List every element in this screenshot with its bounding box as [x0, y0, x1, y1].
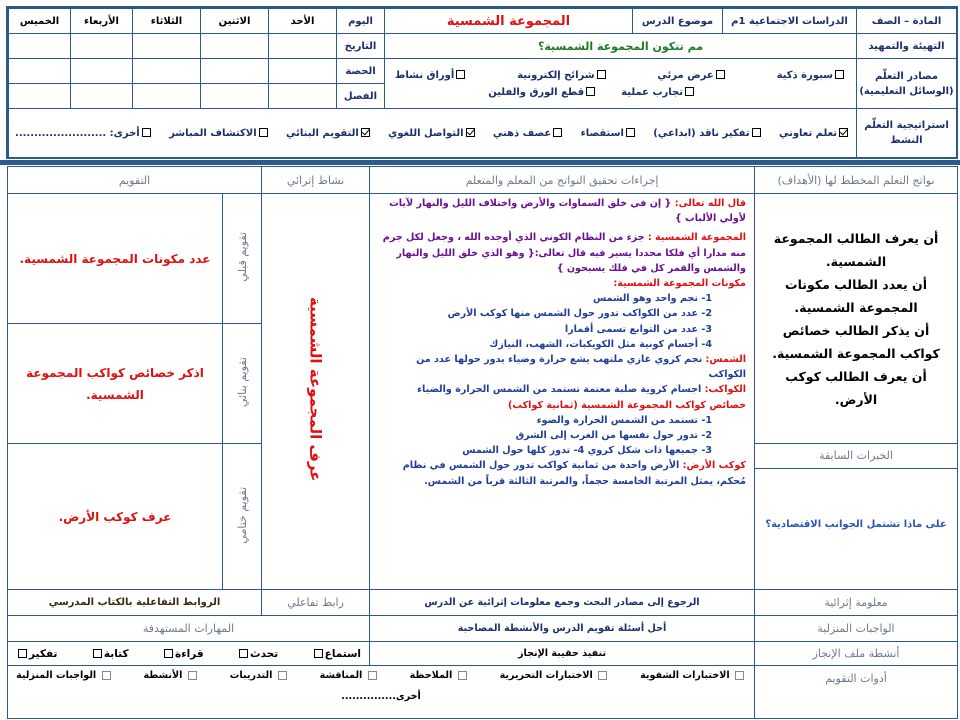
subject-value: الدراسات الاجتماعية 1م	[723, 9, 857, 34]
objective-item: أن يعرف الطالب كوكب الأرض.	[785, 368, 927, 407]
properties-heading: خصائص كواكب المجموعة الشمسية (ثمانية كواكب)	[508, 399, 747, 411]
strategies-cell	[9, 109, 857, 158]
subject-label: المادة – الصف	[857, 9, 957, 34]
assess-type-pre: تقويم قبلي	[223, 194, 262, 324]
tool-item[interactable]: الواجبات المنزلية	[16, 670, 113, 681]
period-cell-wed[interactable]	[71, 59, 133, 84]
enrichment-activity: عرف المجموعة الشمسية	[262, 194, 370, 590]
skill-item[interactable]: قراءة	[162, 648, 204, 660]
period-cell-mon[interactable]	[201, 59, 269, 84]
class-cell-tue[interactable]	[133, 84, 201, 109]
period-label: الحصة	[337, 59, 385, 84]
assess-type-final: تقويم ختامي	[223, 444, 262, 590]
checkbox-icon[interactable]	[239, 649, 248, 658]
day-header-mon: الاثنين	[201, 9, 269, 34]
prior-experience-label: الخبرات السابقة	[755, 444, 957, 469]
assessment-tools-cell	[8, 666, 755, 719]
date-cell-sun[interactable]	[269, 34, 337, 59]
checkbox-icon[interactable]	[259, 128, 268, 137]
col-header-enrichment: نشاط إثرائي	[262, 167, 370, 194]
checkbox-icon[interactable]	[278, 671, 287, 680]
sources-cell	[385, 59, 857, 109]
topic-label: موضوع الدرس	[633, 9, 723, 34]
header-table	[8, 8, 957, 158]
list-item: 2- تدور حول نفسها من الغرب إلى الشرق	[515, 430, 713, 442]
planets-paragraph: الكواكب: اجسام كروية صلبة معتمة تستمد من الشمس الحرارة والضياء	[417, 384, 747, 396]
assess-item-pre: عدد مكونات المجموعة الشمسية.	[8, 194, 223, 324]
date-cell-wed[interactable]	[71, 34, 133, 59]
checkbox-icon[interactable]	[626, 128, 635, 137]
tools-other[interactable]: أخرى...............	[341, 691, 421, 702]
class-cell-wed[interactable]	[71, 84, 133, 109]
checkbox-icon[interactable]	[188, 671, 197, 680]
sources-row-2	[395, 87, 846, 98]
list-item: 3- عدد من التوابع تسمى أقمارا	[564, 323, 713, 335]
homework-value: أحل أسئلة تقويم الدرس والأنشطة المصاحبة	[370, 616, 755, 642]
objective-item: أن يذكر الطالب خصائص كواكب المجموعة الشمسية.	[772, 322, 940, 361]
main-table	[7, 166, 958, 719]
col-header-objectives: نواتج التعلم المخطط لها (الأهداف)	[755, 167, 958, 194]
checkbox-icon[interactable]	[142, 128, 151, 137]
strategies-label: استراتيجية التعلّم النشط	[857, 109, 957, 158]
intro-label: التهيئة والتمهيد	[857, 34, 957, 59]
list-item: 1- تستمد من الشمس الحرارة والضوء	[536, 414, 713, 426]
topic-value: المجموعة الشمسية	[385, 9, 633, 34]
checkbox-icon[interactable]	[586, 87, 595, 96]
date-cell-tue[interactable]	[133, 34, 201, 59]
checkbox-icon[interactable]	[456, 70, 465, 79]
earth-paragraph: كوكب الأرض: الأرض واحدة من ثمانية كواكب تدور حول الشمس في نظام مُحكم، يمثل المرتبة الخامسة حجماً، والمرتبة الثالثة قرباً من الشمس.	[402, 460, 747, 487]
date-cell-thu[interactable]	[9, 34, 71, 59]
class-label: الفصل	[337, 84, 385, 109]
tool-item[interactable]: الاختبارات التحريرية	[500, 670, 610, 681]
list-item: 2- عدد من الكواكب تدور حول الشمس منها كوكب الأرض	[447, 308, 713, 320]
checkbox-icon[interactable]	[553, 128, 562, 137]
checkbox-icon[interactable]	[93, 649, 102, 658]
objectives-cell	[755, 194, 958, 444]
assess-item-final: عرف كوكب الأرض.	[8, 444, 223, 590]
interactive-link-label: رابط تفاعلي	[262, 590, 370, 616]
period-cell-thu[interactable]	[9, 59, 71, 84]
sources-label: مصادر التعلّم (الوسائل التعليمية)	[857, 59, 957, 109]
checkbox-icon[interactable]	[835, 70, 844, 79]
checkbox-checked-icon[interactable]	[361, 128, 370, 137]
checkbox-icon[interactable]	[164, 649, 173, 658]
interactive-link-value[interactable]: الروابط التفاعلية بالكتاب المدرسي	[8, 590, 262, 616]
date-label: التاريخ	[337, 34, 385, 59]
portfolio-value: تنفيذ حقيبة الإنجاز	[370, 642, 755, 666]
source-item[interactable]: تجارب عملية	[621, 87, 696, 98]
source-item[interactable]: عرض مرئي	[657, 70, 726, 81]
checkbox-icon[interactable]	[685, 87, 694, 96]
procedures-cell	[370, 194, 755, 590]
tool-item[interactable]: المناقشة	[320, 670, 379, 681]
tool-item[interactable]: التدريبات	[230, 670, 289, 681]
strategy-item[interactable]: تفكير ناقد (ابداعي)	[653, 128, 762, 139]
day-header-sun: الأحد	[269, 9, 337, 34]
assess-type-formative: تقويم بنائي	[223, 324, 262, 444]
checkbox-icon[interactable]	[18, 649, 27, 658]
checkbox-icon[interactable]	[314, 649, 323, 658]
period-cell-sun[interactable]	[269, 59, 337, 84]
checkbox-icon[interactable]	[735, 671, 744, 680]
skills-cell	[8, 642, 370, 666]
sources-row-1	[395, 70, 846, 81]
day-header-tue: الثلاثاء	[133, 9, 201, 34]
assess-item-formative: اذكر خصائص كواكب المجموعة الشمسية.	[8, 324, 223, 444]
enrichment-info-label: معلومة إثرائية	[755, 590, 958, 616]
tool-item[interactable]: الأنشطة	[143, 670, 198, 681]
skills-label: المهارات المستهدفة	[8, 616, 370, 642]
strategy-item[interactable]: الاكتشاف المباشر	[169, 128, 270, 139]
source-item[interactable]: شرائح إلكترونية	[517, 70, 607, 81]
col-header-assessment: التقويم	[8, 167, 262, 194]
source-item[interactable]: قطع الورق والفلين	[488, 87, 597, 98]
homework-label: الواجبات المنزلية	[755, 616, 958, 642]
strategy-item[interactable]: تعلم تعاوني	[779, 128, 850, 139]
skills-list	[16, 648, 361, 660]
checkbox-icon[interactable]	[368, 671, 377, 680]
class-cell-sun[interactable]	[269, 84, 337, 109]
checkbox-icon[interactable]	[716, 70, 725, 79]
checkbox-icon[interactable]	[458, 671, 467, 680]
prior-experience-value: على ماذا تشتمل الجوانب الاقتصادية؟	[765, 519, 947, 530]
skill-item[interactable]: استماع	[312, 648, 361, 660]
strategies-list	[15, 128, 850, 139]
definition-paragraph: المجموعة الشمسية : جزء من النظام الكوني الذي أوجده الله ، وجعل لكل جرم منه مدارا أي فلكا محددا يسير فيه قال تعالى:{ وهو الذي خلق الليل والنهار والشمس والقمر كل في فلك يسبحون }	[382, 232, 747, 274]
strategy-item[interactable]: التقويم البنائي	[286, 128, 372, 139]
prior-experience-cell	[755, 444, 958, 590]
components-heading: مكونات المجموعة الشمسية:	[613, 278, 747, 290]
list-item: 3- جميعها ذات شكل كروي 4- تدور كلها حول الشمس	[462, 445, 713, 457]
list-item: 4- أجسام كونية مثل الكويكبات، الشهب، النيازك	[489, 338, 713, 350]
strategy-item[interactable]: أخرى: ........................	[15, 128, 153, 139]
source-item[interactable]: سبورة ذكية	[777, 70, 846, 81]
skill-item[interactable]: كتابة	[91, 648, 129, 660]
skill-item[interactable]: تفكير	[16, 648, 57, 660]
checkbox-checked-icon[interactable]	[466, 128, 475, 137]
strategy-item[interactable]: عصف ذهني	[493, 128, 564, 139]
tool-item[interactable]: الملاحظة	[410, 670, 469, 681]
objective-item: أن يعدد الطالب مكونات المجموعة الشمسية.	[785, 276, 927, 315]
day-header-wed: الأربعاء	[71, 9, 133, 34]
strategy-item[interactable]: التواصل اللغوي	[388, 128, 476, 139]
assessment-tools-list	[16, 670, 746, 681]
tool-item[interactable]: الاختبارات الشفوية	[640, 670, 746, 681]
day-header-thu: الخميس	[9, 9, 71, 34]
enrichment-info-value: الرجوع إلى مصادر البحث وجمع معلومات إثرائية عن الدرس	[370, 590, 755, 616]
checkbox-icon[interactable]	[752, 128, 761, 137]
objective-item: أن يعرف الطالب المجموعة الشمسية.	[773, 230, 939, 269]
properties-list	[378, 413, 746, 459]
assessment-tools-label: أدوات التقويم	[755, 666, 958, 719]
checkbox-checked-icon[interactable]	[839, 128, 848, 137]
class-cell-mon[interactable]	[201, 84, 269, 109]
list-item: 1- نجم واحد وهو الشمس	[592, 293, 713, 305]
class-cell-thu[interactable]	[9, 84, 71, 109]
intro-value: مم تتكون المجموعة الشمسية؟	[385, 34, 857, 59]
verse-paragraph: قال الله تعالى: { إن في خلق السماوات والأرض واختلاف الليل والنهار لآيات لأولي الألباب }	[389, 198, 747, 225]
sun-paragraph: الشمس: نجم كروي غازي ملتهب يشع حرارة وضياء يدور حولها عدد من الكواكب	[416, 354, 747, 381]
period-cell-tue[interactable]	[133, 59, 201, 84]
col-header-procedures: إجراءات تحقيق النواتج من المعلم والمتعلم	[370, 167, 755, 194]
checkbox-icon[interactable]	[598, 671, 607, 680]
strategy-item[interactable]: استقصاء	[581, 128, 637, 139]
checkbox-icon[interactable]	[597, 70, 606, 79]
checkbox-icon[interactable]	[102, 671, 111, 680]
portfolio-label: أنشطة ملف الإنجاز	[755, 642, 958, 666]
skill-item[interactable]: تحدث	[237, 648, 278, 660]
source-item[interactable]: أوراق نشاط	[395, 70, 467, 81]
components-list	[378, 291, 746, 352]
section-divider	[0, 160, 960, 165]
day-label: اليوم	[337, 9, 385, 34]
date-cell-mon[interactable]	[201, 34, 269, 59]
